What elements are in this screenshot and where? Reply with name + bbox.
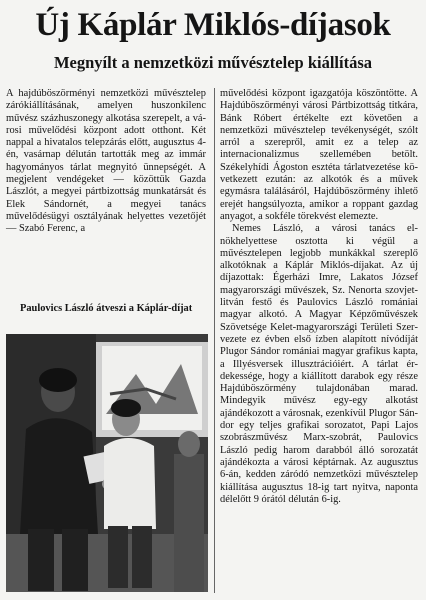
article-paragraph-3: Nemes László, a városi tanács elnökhelyettese osztotta ki végül a művésztelepen legjobb munkákkal szereplő alkotóknak a Káplár Miklós-díjakat. Az új díjazottak: Égerházi Imre, Lakatos József magyarországi művészek, Sz. Nenorta szovjet-litván festő és Paulovics László romániai magyar alkotó. A Magyar Képzőművészek Szövetsége Kelet-magyarországi Területi Szervezete ez évben első ízben alapított nívódíját Plugor Sándor romániai magyar grafikus kapta, a Illyésversek illusztrációiért. A tárlat érdekessége, hogy a kiállított darabok egy része Hajdúböszörmény tulajdonában marad. Mindegyik művész egy-egy alkotást ajándékozott a városnak, ezenkívül Plugor Sándor egy teljes grafikai sorozatot, Papi Lajos szobrászművész Marx-szobrát, Paulovics László pedig harom darabból álló sorozatát ajándékozta a városi képtárnak. Az augusztus 6-án, kedden záródó nemzetközi művésztelep kiállítása augusztus 18-ig tart nyitva, naponta délelőtt 9 órától délután 6-ig. xyxy=(220,223,418,505)
award-photo-image xyxy=(6,334,208,592)
photo-caption-text: Paulovics László átveszi a Káplár-díjat xyxy=(20,303,193,314)
award-photo xyxy=(6,334,208,592)
headline: Új Káplár Miklós-díjasok xyxy=(35,7,391,43)
article-right-column xyxy=(220,88,418,506)
subheadline: Megnyílt a nemzetközi művésztelep kiállítása xyxy=(53,53,373,72)
article-paragraph-1: A hajdúböszörményi nemzetközi művésztelep zárókiállításának, amelyen huszonkilenc művész százhuszonegy alkotása szerepelt, a városi művelődési központ adott otthont. Két nappal a hivatalos telepzárás előtt, augusztus 4-én, vasárnap délután tartották meg az immár hagyományos tárlat megnyitó ünnepségét. A megjelent vendégeket — közöttük Gazda Lászlót, a megyei pártbizottság munkatársát és Elek Sándornét, a megyei tanács művelődésügyi osztályának helyettes vezetőjét — Szabó Ferenc, a xyxy=(6,88,206,235)
column-rule xyxy=(214,88,215,593)
article-left-column xyxy=(6,88,206,236)
photo-caption xyxy=(6,303,206,315)
article-paragraph-2: művelődési központ igazgatója köszöntötte. A Hajdúböszörményi városi Pártbizottság titkára, Bánk Róbert értékelte ezt követően a nemzetközi művésztelep tevékenységét, szólt arról a szerepről, amit ez a telep az internacionalizmus szellemében betölt. Székelyhídi Ágoston esztéta tárlatvezetése következett ezután: az alkotók és a művek egymásra találásáról, Hajdúböszörmény ihlető erejét hangsúlyozta, amikor a roppant gazdag anyagot, a sokféle törekvést elemezte. xyxy=(220,88,418,222)
